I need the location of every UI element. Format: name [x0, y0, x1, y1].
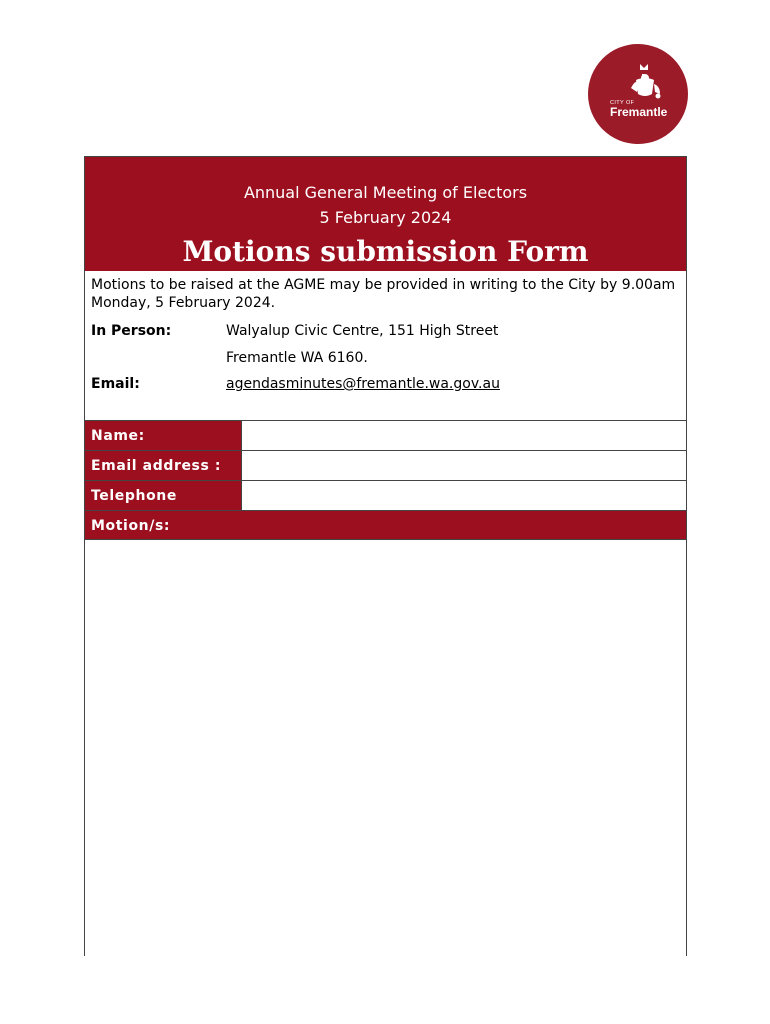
- motion-textarea[interactable]: [85, 539, 686, 975]
- name-input[interactable]: [242, 421, 686, 450]
- name-label: Name:: [85, 421, 242, 450]
- form-fields: [85, 420, 686, 510]
- logo-city-of: CITY OF: [610, 100, 635, 106]
- form-header: [85, 157, 686, 271]
- email-link[interactable]: agendasminutes@fremantle.wa.gov.au: [226, 376, 500, 392]
- city-of-fremantle-logo: [588, 44, 688, 144]
- email-address-input[interactable]: [242, 451, 686, 480]
- form-title: Motions submission Form: [182, 235, 589, 268]
- intro-text: Motions to be raised at the AGME may be provided in writing to the City by 9.00am Monday, 5 February 2024.: [91, 277, 676, 311]
- address-line-1: Walyalup Civic Centre, 151 High Street: [226, 323, 499, 339]
- telephone-row: [85, 481, 686, 510]
- address-line-2: Fremantle WA 6160.: [226, 350, 368, 366]
- name-row: [85, 421, 686, 451]
- email-address-row: [85, 451, 686, 481]
- motions-form: [84, 156, 687, 956]
- email-label: Email:: [91, 376, 140, 392]
- meeting-name: Annual General Meeting of Electors: [243, 183, 528, 202]
- contact-info: [85, 312, 686, 420]
- email-address-label: Email address :: [85, 451, 242, 480]
- telephone-input[interactable]: [242, 481, 686, 510]
- logo-name: Fremantle: [610, 105, 668, 119]
- in-person-label: In Person:: [91, 323, 172, 339]
- telephone-label: Telephone: [85, 481, 242, 510]
- meeting-date: 5 February 2024: [319, 208, 452, 227]
- motion-label: Motion/s:: [85, 510, 686, 539]
- city-crest-icon: [588, 44, 688, 144]
